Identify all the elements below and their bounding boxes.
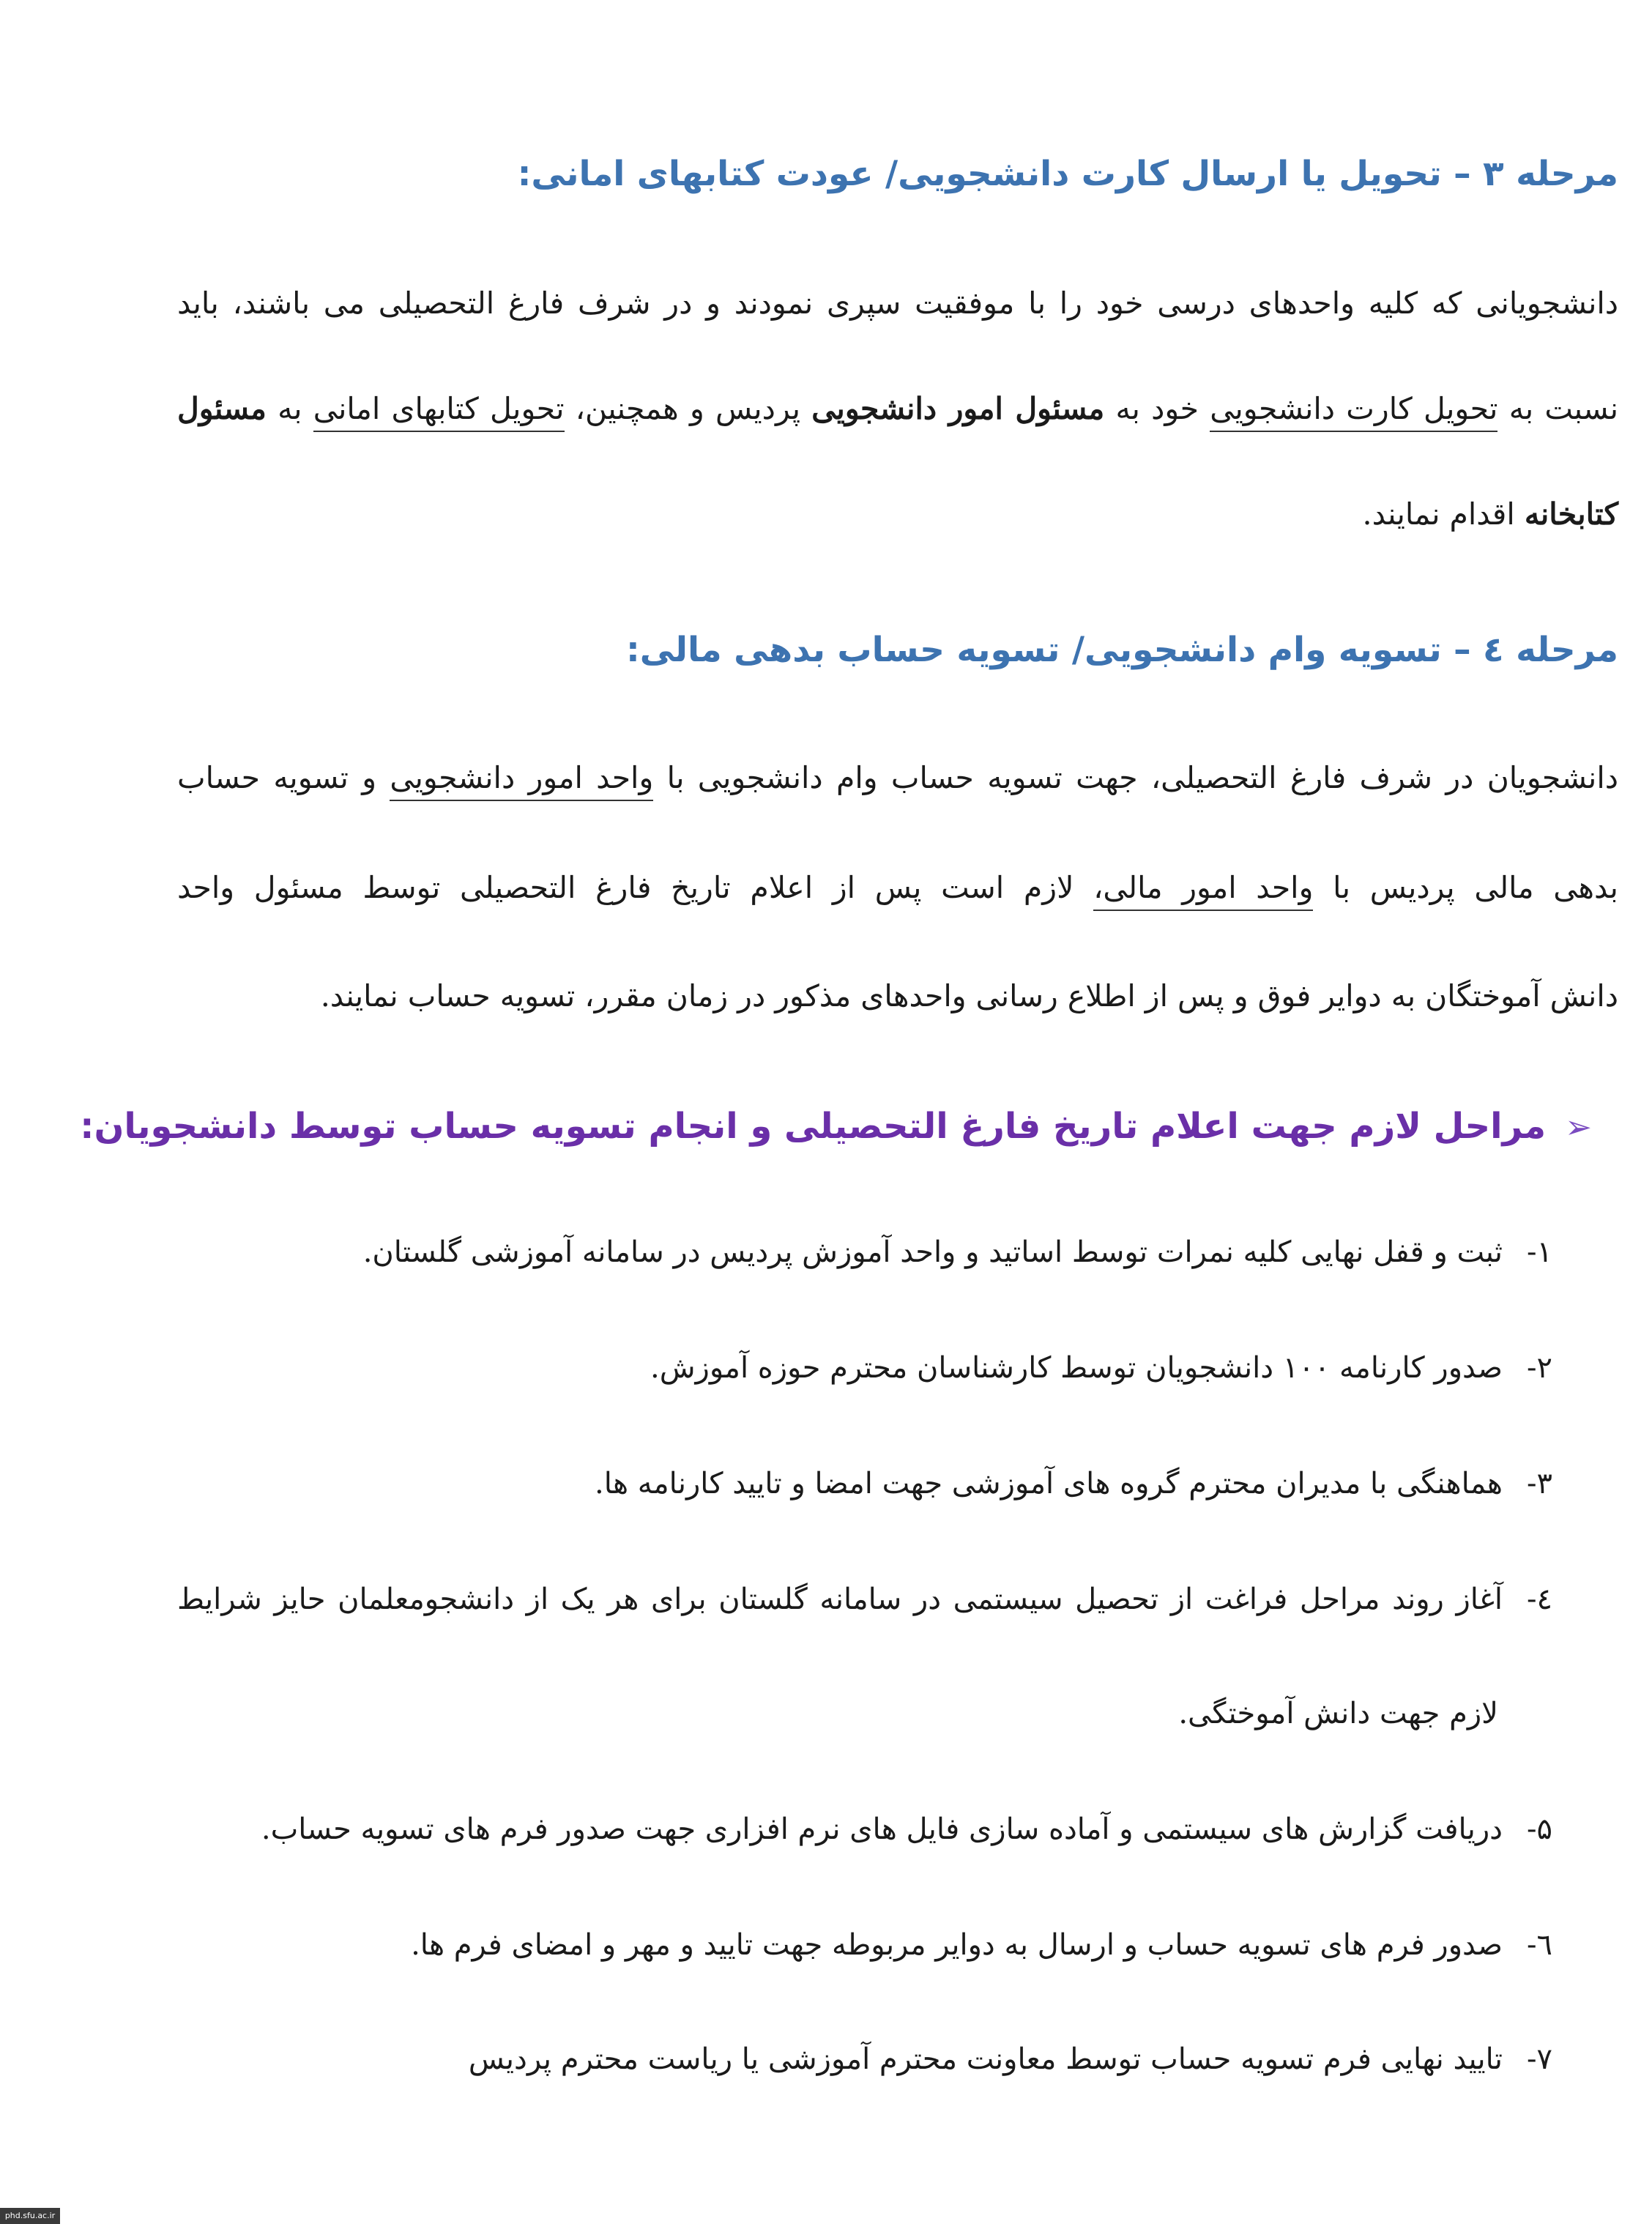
steps-heading — [80, 1106, 1592, 1147]
text: دانشجویان در شرف فارغ التحصیلی، جهت تسویه حساب وام دانشجویی با — [666, 760, 1618, 795]
step-number: ۱- — [1527, 1235, 1552, 1269]
text: بدهی مالی پردیس با — [1333, 870, 1618, 905]
bold-text: مسئول امور دانشجویی — [811, 391, 1105, 426]
step-item-continuation: لازم جهت دانش آموختگی. — [1178, 1697, 1498, 1730]
underlined-text: واحد امور دانشجویی — [390, 760, 653, 801]
text: خود به — [1115, 391, 1199, 426]
step-text: صدور فرم های تسویه حساب و ارسال به دوایر مربوطه جهت تایید و مهر و امضای فرم ها. — [411, 1928, 1503, 1962]
underlined-text: واحد امور مالی، — [1093, 870, 1313, 911]
text: نسبت به — [1508, 391, 1618, 426]
step-item — [190, 1807, 1552, 1851]
text: اقدام نمایند. — [1362, 497, 1515, 532]
watermark: phd.sfu.ac.ir — [0, 2208, 60, 2224]
stage3-line-1: دانشجویانی که کلیه واحدهای درسی خود را با موفقیت سپری نمودند و در شرف فارغ التحصیلی می باشند، باید — [177, 286, 1618, 321]
arrow-bullet-icon: ➢ — [1565, 1109, 1592, 1146]
underlined-text: تحویل کتابهای امانی — [313, 391, 565, 432]
step-number: ۳- — [1527, 1467, 1552, 1500]
stage3-line-3 — [177, 492, 1618, 536]
step-item — [190, 1462, 1552, 1506]
step-item — [190, 2037, 1552, 2081]
stage3-line-2 — [177, 387, 1618, 431]
step-text: ثبت و قفل نهایی کلیه نمرات توسط اساتید و واحد آموزش پردیس در سامانه آموزشی گلستان. — [362, 1235, 1503, 1269]
step-item — [190, 1230, 1552, 1274]
stage4-line-2 — [177, 866, 1618, 910]
step-text: آغاز روند مراحل فراغت از تحصیل سیستمی در سامانه گلستان برای هر یک از دانشجومعلمان حایز شرایط — [177, 1583, 1503, 1616]
text: پردیس و همچنین، — [575, 391, 800, 426]
text: به — [278, 391, 302, 426]
step-item — [190, 1923, 1552, 1967]
stage3-heading: مرحله ۳ – تحویل یا ارسال کارت دانشجویی/ عودت کتابهای امانی: — [517, 154, 1618, 194]
steps-heading-text: مراحل لازم جهت اعلام تاریخ فارغ التحصیلی و انجام تسویه حساب توسط دانشجویان: — [80, 1106, 1547, 1147]
step-text: صدور کارنامه ۱۰۰ دانشجویان توسط کارشناسان محترم حوزه آموزش. — [650, 1351, 1503, 1385]
step-text: هماهنگی با مدیران محترم گروه های آموزشی جهت امضا و تایید کارنامه ها. — [595, 1467, 1503, 1500]
text: لازم است پس از اعلام تاریخ فارغ التحصیلی توسط مسئول واحد — [177, 870, 1074, 905]
step-number: ۲- — [1527, 1351, 1552, 1385]
step-text: دریافت گزارش های سیستمی و آماده سازی فایل های نرم افزاری جهت صدور فرم های تسویه حساب. — [261, 1812, 1503, 1846]
step-number: ۵- — [1527, 1812, 1552, 1846]
step-item — [190, 1346, 1552, 1390]
step-text: تایید نهایی فرم تسویه حساب توسط معاونت محترم آموزشی یا ریاست محترم پردیس — [468, 2042, 1503, 2076]
bold-text: کتابخانه — [1524, 497, 1618, 532]
underlined-text: تحویل کارت دانشجویی — [1210, 391, 1497, 432]
step-number: ٤- — [1527, 1583, 1552, 1616]
stage4-heading: مرحله ٤ – تسویه وام دانشجویی/ تسویه حساب بدهی مالی: — [626, 630, 1618, 670]
step-number: ۷- — [1527, 2042, 1552, 2076]
step-item — [177, 1577, 1552, 1621]
text: و تسویه حساب — [177, 760, 377, 795]
stage4-line-1 — [177, 756, 1618, 800]
step-number: ٦- — [1527, 1928, 1552, 1962]
bold-text: مسئول — [177, 391, 267, 426]
stage4-line-3: دانش آموختگان به دوایر فوق و پس از اطلاع رسانی واحدهای مذکور در زمان مقرر، تسویه حساب نمایند. — [320, 978, 1618, 1014]
